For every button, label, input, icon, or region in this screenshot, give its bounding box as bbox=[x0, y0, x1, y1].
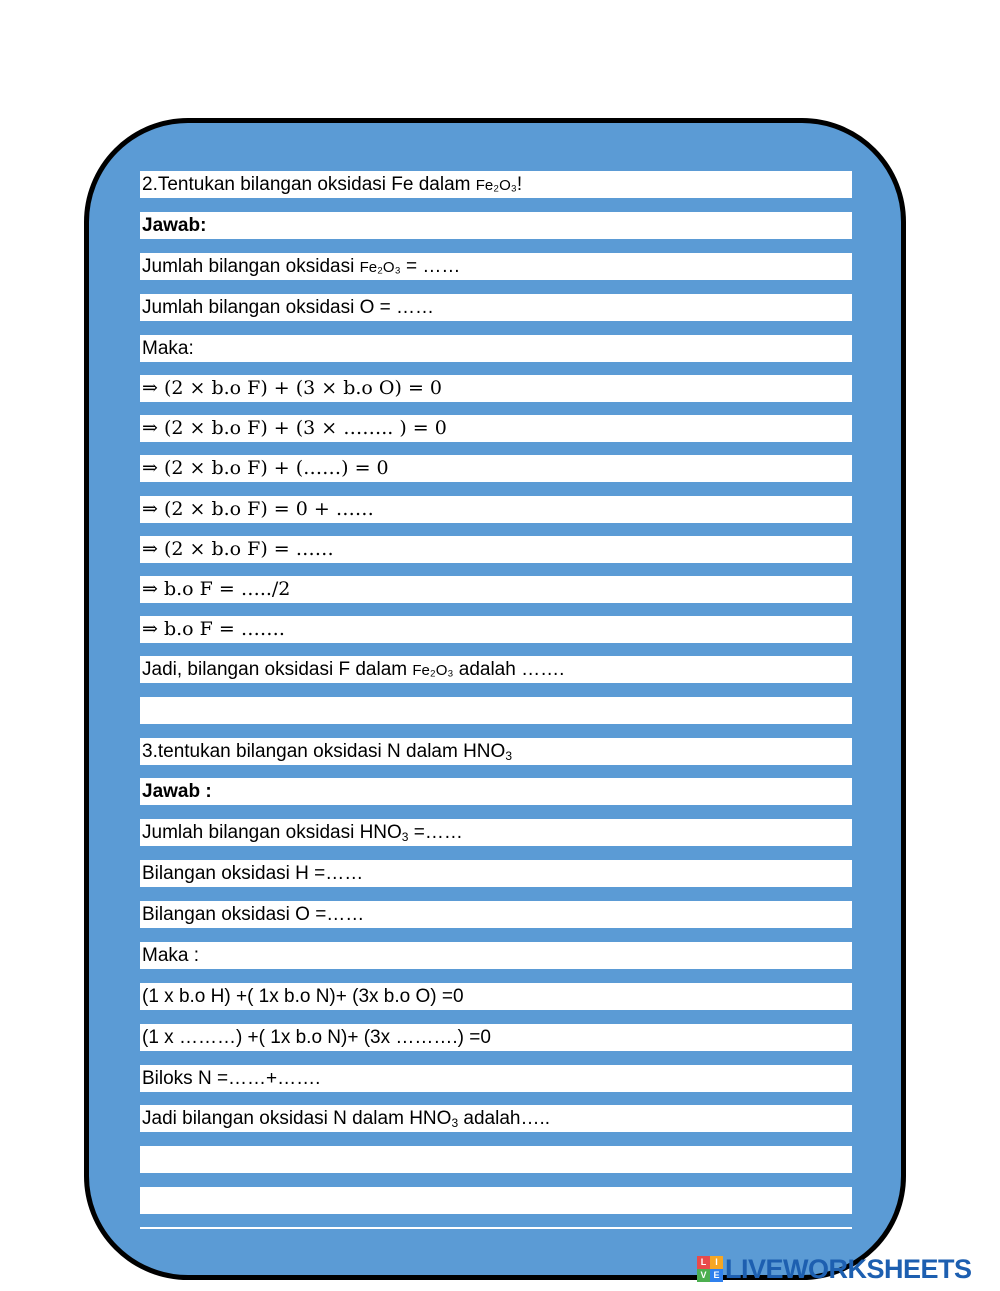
q3-title: 3.tentukan bilangan oksidasi N dalam $HNO_3$ bbox=[140, 738, 852, 765]
q2-sum-line[interactable]: Jumlah bilangan oksidasi Fe₂O₃ = …… bbox=[140, 253, 852, 280]
q2-step-1: ⇒ (2 × b.o F) + (3 × b.o O) = 0 bbox=[140, 375, 852, 402]
q2-step-6[interactable]: ⇒ b.o F = …../2 bbox=[140, 576, 852, 603]
q3-biloks-line[interactable]: Biloks N =……+……. bbox=[140, 1065, 852, 1092]
q2-step-5[interactable]: ⇒ (2 × b.o F) = …… bbox=[140, 536, 852, 563]
q3-answer-label: Jawab : bbox=[140, 778, 852, 805]
logo-text: LIVEWORKSHEETS bbox=[725, 1253, 972, 1284]
blank-line bbox=[140, 1146, 852, 1173]
blank-line bbox=[140, 1187, 852, 1214]
q3-equation-2[interactable]: (1 x ………) +( 1x b.o N)+ (3x ……….) =0 bbox=[140, 1024, 852, 1051]
q2-step-7[interactable]: ⇒ b.o F = ……. bbox=[140, 616, 852, 643]
q2-step-2[interactable]: ⇒ (2 × b.o F) + (3 × …….. ) = 0 bbox=[140, 415, 852, 442]
q2-conclusion[interactable]: Jadi, bilangan oksidasi F dalam Fe₂O₃ adalah ……. bbox=[140, 656, 852, 683]
q2-ox-o-line[interactable]: Jumlah bilangan oksidasi O = …… bbox=[140, 294, 852, 321]
blank-line bbox=[140, 697, 852, 724]
q3-equation-1: (1 x b.o H) +( 1x b.o N)+ (3x b.o O) =0 bbox=[140, 983, 852, 1010]
liveworksheets-logo bbox=[697, 1254, 972, 1284]
q3-sum-line[interactable]: Jumlah bilangan oksidasi $HNO_3$ =…… bbox=[140, 819, 852, 846]
divider bbox=[140, 1227, 852, 1229]
q2-answer-label: Jawab: bbox=[140, 212, 852, 239]
q3-ox-o-line[interactable]: Bilangan oksidasi O =…… bbox=[140, 901, 852, 928]
q2-then-label: Maka: bbox=[140, 335, 852, 362]
q2-step-3[interactable]: ⇒ (2 × b.o F) + (……) = 0 bbox=[140, 455, 852, 482]
q3-conclusion[interactable]: Jadi bilangan oksidasi N dalam $HNO_3$ adalah….. bbox=[140, 1105, 852, 1132]
logo-mark-icon: L I V E bbox=[697, 1256, 723, 1282]
q2-step-4[interactable]: ⇒ (2 × b.o F) = 0 + …… bbox=[140, 496, 852, 523]
q3-then-label: Maka : bbox=[140, 942, 852, 969]
q3-ox-h-line[interactable]: Bilangan oksidasi H =…… bbox=[140, 860, 852, 887]
q2-title: 2.Tentukan bilangan oksidasi Fe dalam Fe₂O₃! bbox=[140, 171, 852, 198]
